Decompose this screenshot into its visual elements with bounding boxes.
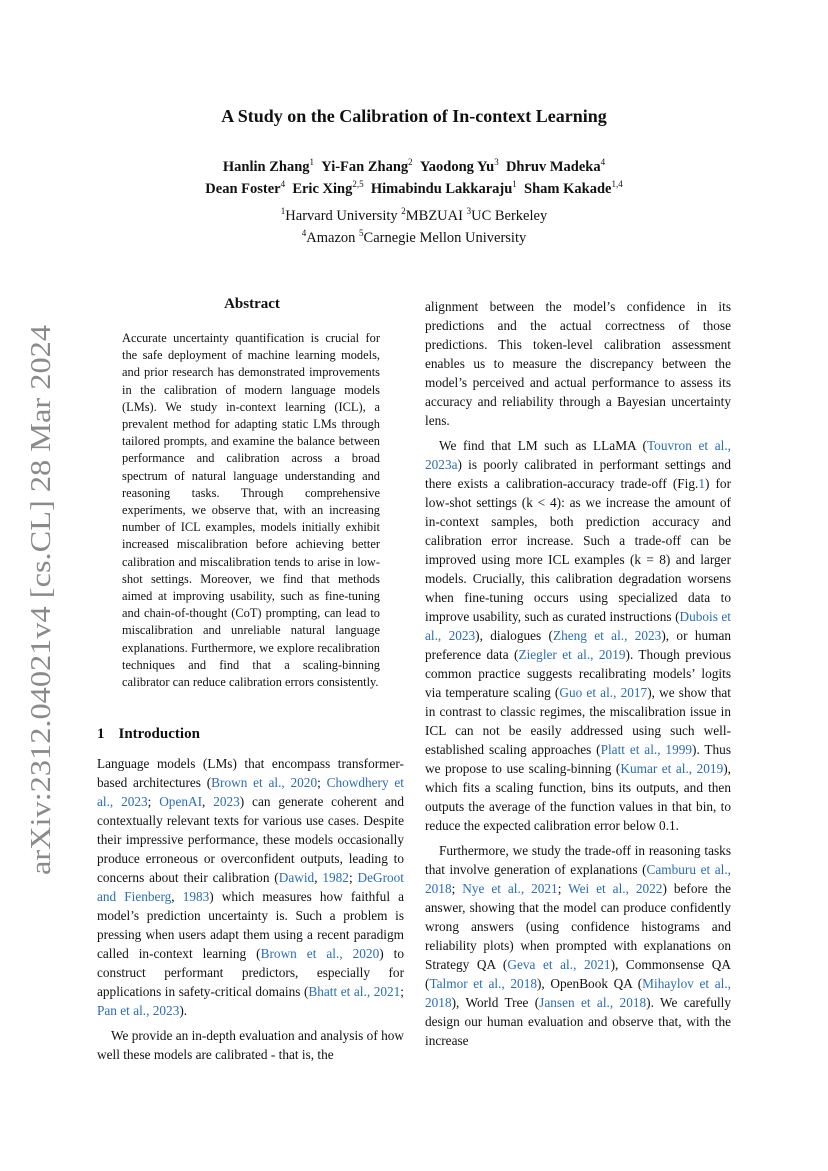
- affiliation-name: Carnegie Mellon University: [363, 230, 527, 246]
- citation-link[interactable]: Brown et al., 2020: [260, 946, 380, 961]
- body-text: ;: [451, 881, 463, 896]
- body-text: ;: [400, 984, 404, 999]
- author-name: Sham Kakade: [524, 181, 612, 197]
- body-text: ). We carefully design our human evaluation and observe that, with the increase: [425, 995, 732, 1048]
- body-text: ) to construct performant predictors, especially for applications in safety-critical domains (: [97, 946, 404, 999]
- citation-link[interactable]: Touvron et al., 2023a: [425, 438, 731, 472]
- body-text: ;: [557, 881, 569, 896]
- author-affiliation-mark: 1: [309, 157, 315, 168]
- body-text: ;: [317, 775, 327, 790]
- citation-link[interactable]: Dubois et al., 2023: [425, 609, 731, 643]
- left-column-body: [97, 754, 404, 1064]
- body-text: ) which measures how faithful a model’s prediction uncertainty is. Such a problem is pressing when users adapt them using a recent paradigm called in-context learning (: [97, 889, 404, 961]
- citation-link[interactable]: 1982: [322, 870, 349, 885]
- citation-link[interactable]: Mihaylov et al., 2018: [425, 976, 731, 1010]
- affiliation-mark: 3: [466, 206, 472, 217]
- affiliation-mark: 4: [301, 228, 307, 239]
- body-text: ,: [314, 870, 323, 885]
- body-text: ;: [348, 870, 358, 885]
- affiliation-mark: 5: [359, 228, 364, 239]
- abstract-text: Accurate uncertainty quantification is crucial for the safe deployment of machine learning models, and prior research has demonstrated improvements in the calibration of modern language models (LMs). We study in-context learning (ICL), a prevalent method for adapting static LMs through tailored prompts, and examine the balance between performance and calibration across a broad spectrum of natural language understanding and reasoning tasks. Through comprehensive experiments, we observe that, with an increasing number of ICL examples, models initially exhibit increased miscalibration before achieving better calibration and miscalibration tends to arise in low-shot settings. Moreover, we find that methods aimed at improving usability, such as fine-tuning and chain-of-thought (CoT) prompting, can lead to miscalibration and unreliable natural language explanations. Furthermore, we explore recalibration techniques and find that a scaling-binning calibrator can reduce calibration errors consistently.: [122, 331, 380, 690]
- section-title: Introduction: [118, 726, 200, 742]
- body-text: ), Commonsense QA (: [425, 957, 731, 991]
- affiliation-list: [90, 205, 738, 249]
- author-list: [90, 156, 738, 200]
- citation-link[interactable]: 1: [698, 476, 705, 491]
- citation-link[interactable]: DeGroot and Fienberg: [97, 870, 404, 904]
- author-name: Hanlin Zhang: [222, 159, 310, 175]
- body-paragraph: [425, 841, 731, 1050]
- author-line: [90, 156, 738, 178]
- right-column-body: [425, 297, 731, 1050]
- affiliation-name: Harvard University: [285, 208, 398, 224]
- body-text: We find that LM such as LLaMA (: [439, 438, 647, 453]
- body-paragraph: [425, 436, 731, 835]
- author-affiliation-mark: 2: [408, 157, 413, 168]
- body-text: ). Though previous common practice suggests recalibrating models’ logits via temperature scaling (: [425, 647, 731, 700]
- citation-link[interactable]: Jansen et al., 2018: [539, 995, 647, 1010]
- body-paragraph: [425, 297, 731, 430]
- author-affiliation-mark: 2,5: [352, 179, 364, 190]
- citation-link[interactable]: Zheng et al., 2023: [552, 628, 662, 643]
- citation-link[interactable]: Chowdhery et al., 2023: [97, 775, 404, 809]
- citation-link[interactable]: Talmor et al., 2018: [429, 976, 537, 991]
- body-text: ) before the answer, showing that the model can produce confidently wrong answers (using confidence histograms and reliability plots) when prompted with explanations on Strategy QA (: [425, 881, 731, 972]
- citation-link[interactable]: Platt et al., 1999: [600, 742, 693, 757]
- section-number: 1: [97, 726, 105, 742]
- author-affiliation-mark: 1,4: [611, 179, 623, 190]
- body-text: ).: [179, 1003, 188, 1018]
- author-name: Yaodong Yu: [419, 159, 495, 175]
- body-text: ), or human preference data (: [425, 628, 732, 662]
- body-text: ,: [202, 794, 214, 809]
- body-text: ) is poorly calibrated in performant settings and there exists a calibration-accuracy trade-off (Fig.: [425, 457, 731, 491]
- affiliation-line: [90, 205, 738, 227]
- arxiv-watermark: [14, 320, 62, 880]
- body-paragraph: [97, 1026, 404, 1064]
- section-heading-introduction: [97, 726, 200, 743]
- citation-link[interactable]: 2023: [213, 794, 240, 809]
- affiliation-name: UC Berkeley: [471, 208, 548, 224]
- body-text: ). Thus we propose to use scaling-binning (: [425, 742, 731, 776]
- citation-link[interactable]: Brown et al., 2020: [211, 775, 318, 790]
- body-text: We provide an in-depth evaluation and analysis of how well these models are calibrated - that is, the: [97, 1028, 404, 1062]
- author-name: Dean Foster: [205, 181, 281, 197]
- citation-link[interactable]: Pan et al., 2023: [97, 1003, 180, 1018]
- author-affiliation-mark: 3: [494, 157, 499, 168]
- body-text: Language models (LMs) that encompass transformer-based architectures (: [97, 756, 404, 790]
- citation-link[interactable]: Geva et al., 2021: [507, 957, 611, 972]
- body-text: ), OpenBook QA (: [537, 976, 643, 991]
- author-affiliation-mark: 1: [512, 179, 517, 190]
- author-name: Himabindu Lakkaraju: [370, 181, 513, 197]
- body-text: ) for low-shot settings (k < 4): as we increase the amount of in-context samples, both prediction accuracy and calibration error increase. Such a trade-off can be improved using more ICL examples (k = 8) and larger models. Crucially, this calibration degradation worsens when fine-tuning occurs using specialized data to improve usability, such as curated instructions (: [425, 476, 731, 624]
- citation-link[interactable]: Nye et al., 2021: [462, 881, 558, 896]
- citation-link[interactable]: Dawid: [278, 870, 315, 885]
- body-text: alignment between the model’s confidence in its predictions and the actual correctness of those predictions. This token-level calibration assessment enables us to measure the discrepancy between the model’s perceived and actual performance to assess its accuracy and reliability through a Bayesian uncertainty lens.: [425, 299, 731, 428]
- body-text: ;: [147, 794, 160, 809]
- body-text: ) can generate coherent and contextually relevant texts for various use cases. Despite their impressive performance, these models occasionally produce erroneous or overconfident outputs, leading to concerns about their calibration (: [97, 794, 404, 885]
- author-name: Eric Xing: [292, 181, 353, 197]
- body-paragraph: [97, 754, 404, 1020]
- author-name: Yi-Fan Zhang: [321, 159, 409, 175]
- body-text: ), dialogues (: [475, 628, 553, 643]
- author-name: Dhruv Madeka: [505, 159, 601, 175]
- arxiv-watermark-text: arXiv:2312.04021v4 [cs.CL] 28 Mar 2024: [26, 399, 57, 875]
- affiliation-line: [90, 227, 738, 249]
- abstract-heading: Abstract: [224, 296, 280, 312]
- citation-link[interactable]: Kumar et al., 2019: [620, 761, 724, 776]
- citation-link[interactable]: Bhatt et al., 2021: [308, 984, 401, 999]
- author-affiliation-mark: 4: [600, 157, 606, 168]
- affiliation-mark: 1: [280, 206, 286, 217]
- citation-link[interactable]: Guo et al., 2017: [559, 685, 648, 700]
- affiliation-name: MBZUAI: [405, 208, 463, 224]
- author-affiliation-mark: 4: [280, 179, 286, 190]
- affiliation-name: Amazon: [306, 230, 356, 246]
- citation-link[interactable]: Camburu et al., 2018: [425, 862, 731, 896]
- citation-link[interactable]: Wei et al., 2022: [568, 881, 663, 896]
- citation-link[interactable]: OpenAI: [159, 794, 203, 809]
- paper-title: A Study on the Calibration of In-context Learning: [221, 106, 607, 126]
- body-text: ), World Tree (: [451, 995, 540, 1010]
- citation-link[interactable]: Ziegler et al., 2019: [518, 647, 626, 662]
- body-text: ,: [171, 889, 183, 904]
- body-text: ), we show that in contrast to classic regimes, the miscalibration issue in ICL can not be easily addressed using such well-established scaling approaches (: [425, 685, 731, 757]
- body-text: Furthermore, we study the trade-off in reasoning tasks that involve generation of explanations (: [425, 843, 731, 877]
- author-line: [90, 178, 738, 200]
- affiliation-mark: 2: [401, 206, 406, 217]
- citation-link[interactable]: 1983: [182, 889, 210, 904]
- body-text: ), which fits a scaling function, bins its outputs, and then outputs the average of the function values in that bin, to reduce the expected calibration error below 0.1.: [425, 761, 731, 833]
